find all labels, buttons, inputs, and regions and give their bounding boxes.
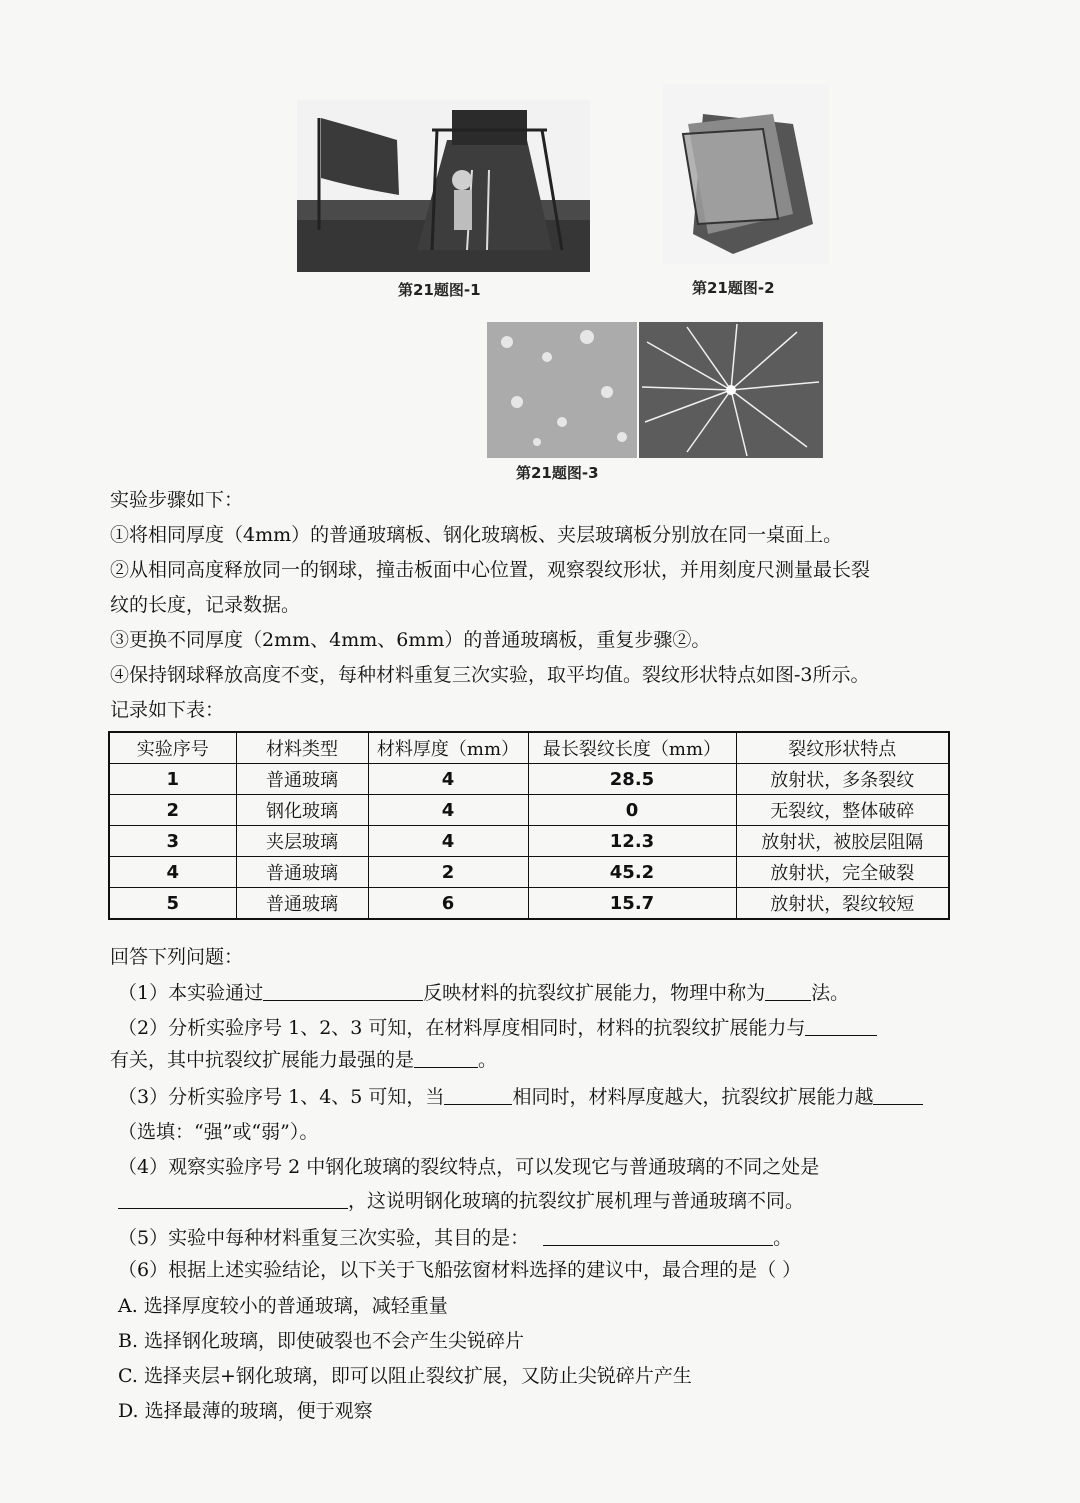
table-cell: 15.7 — [528, 888, 736, 920]
table-cell: 28.5 — [528, 764, 736, 795]
table-header-cell: 裂纹形状特点 — [736, 732, 949, 764]
q5-blank[interactable] — [543, 1225, 773, 1246]
table-header-cell: 材料类型 — [236, 732, 368, 764]
table-header-cell: 材料厚度（mm） — [368, 732, 528, 764]
question-4-line-2 — [118, 1188, 804, 1213]
option-a[interactable]: A. 选择厚度较小的普通玻璃，减轻重量 — [118, 1295, 448, 1317]
table-cell: 放射状，完全破裂 — [736, 857, 949, 888]
q3-text-b: 相同时，材料厚度越大，抗裂纹扩展能力越 — [512, 1086, 874, 1108]
record-label: 记录如下表： — [110, 699, 225, 721]
table-cell: 放射状，被胶层阻隔 — [736, 826, 949, 857]
table-cell: 4 — [368, 764, 528, 795]
table-cell: 4 — [368, 826, 528, 857]
question-4-line-1: （4）观察实验序号 2 中钢化玻璃的裂纹特点，可以发现它与普通玻璃的不同之处是 — [118, 1156, 820, 1178]
question-1 — [118, 980, 849, 1005]
q1-blank-2[interactable] — [765, 980, 811, 1001]
figure-glass-plates-photo — [663, 84, 829, 264]
table-cell: 放射状，多条裂纹 — [736, 764, 949, 795]
table-cell: 普通玻璃 — [236, 764, 368, 795]
table-cell: 4 — [368, 795, 528, 826]
table-cell: 2 — [368, 857, 528, 888]
q1-text-c: 法。 — [811, 982, 850, 1004]
table-cell: 6 — [368, 888, 528, 920]
step-3: ③更换不同厚度（2mm、4mm、6mm）的普通玻璃板，重复步骤②。 — [110, 629, 711, 651]
table-cell: 2 — [109, 795, 236, 826]
question-2-line-1 — [118, 1015, 877, 1040]
question-6: （6）根据上述实验结论，以下关于飞船弦窗材料选择的建议中，最合理的是（ ） — [118, 1259, 802, 1281]
table-cell: 45.2 — [528, 857, 736, 888]
q2-text-c: 。 — [478, 1049, 498, 1071]
q4-text-b: ，这说明钢化玻璃的抗裂纹扩展机理与普通玻璃不同。 — [348, 1190, 805, 1212]
q3-text-a: （3）分析实验序号 1、4、5 可知，当 — [118, 1086, 445, 1108]
q1-text-b: 反映材料的抗裂纹扩展能力，物理中称为 — [423, 982, 766, 1004]
step-4: ④保持钢球释放高度不变，每种材料重复三次实验，取平均值。裂纹形状特点如图-3所示。 — [110, 664, 870, 686]
results-table — [108, 731, 950, 920]
steps-title: 实验步骤如下： — [110, 489, 244, 511]
table-header-cell: 最长裂纹长度（mm） — [528, 732, 736, 764]
table-row — [109, 857, 949, 888]
q2-text-b: 有关，其中抗裂纹扩展能力最强的是 — [110, 1049, 415, 1071]
figure-crack-patterns-photo — [487, 322, 823, 458]
step-2-line-2: 纹的长度，记录数据。 — [110, 594, 301, 616]
q1-blank-1[interactable] — [263, 980, 423, 1001]
table-cell: 12.3 — [528, 826, 736, 857]
table-cell: 4 — [109, 857, 236, 888]
table-cell: 0 — [528, 795, 736, 826]
table-cell: 夹层玻璃 — [236, 826, 368, 857]
question-2-line-2 — [110, 1047, 497, 1072]
table-row — [109, 795, 949, 826]
question-3-line-1 — [118, 1084, 923, 1109]
q5-text-b: 。 — [773, 1227, 793, 1249]
q4-blank[interactable] — [118, 1188, 348, 1209]
figure-3-caption: 第21题图-3 — [516, 464, 599, 482]
option-c[interactable]: C. 选择夹层+钢化玻璃，即可以阻止裂纹扩展，又防止尖锐碎片产生 — [118, 1365, 692, 1387]
figure-2-caption: 第21题图-2 — [692, 279, 775, 297]
table-cell: 普通玻璃 — [236, 888, 368, 920]
question-3-line-2: （选填：“强”或“弱”）。 — [118, 1121, 319, 1143]
q3-blank-1[interactable] — [444, 1084, 512, 1105]
questions-intro: 回答下列问题： — [110, 946, 244, 968]
table-row — [109, 888, 949, 920]
option-b[interactable]: B. 选择钢化玻璃，即使破裂也不会产生尖锐碎片 — [118, 1330, 525, 1352]
table-cell: 1 — [109, 764, 236, 795]
table-row — [109, 826, 949, 857]
q2-text-a: （2）分析实验序号 1、2、3 可知，在材料厚度相同时，材料的抗裂纹扩展能力与 — [118, 1017, 806, 1039]
table-cell: 3 — [109, 826, 236, 857]
table-cell: 钢化玻璃 — [236, 795, 368, 826]
option-d[interactable]: D. 选择最薄的玻璃，便于观察 — [118, 1400, 373, 1422]
q2-blank-2[interactable] — [414, 1047, 478, 1068]
q5-text-a: （5）实验中每种材料重复三次实验，其目的是： — [118, 1227, 530, 1249]
question-5 — [118, 1225, 792, 1250]
table-cell: 无裂纹，整体破碎 — [736, 795, 949, 826]
step-1: ①将相同厚度（4mm）的普通玻璃板、钢化玻璃板、夹层玻璃板分别放在同一桌面上。 — [110, 524, 843, 546]
q2-blank-1[interactable] — [805, 1015, 877, 1036]
table-header-cell: 实验序号 — [109, 732, 236, 764]
figure-1-caption: 第21题图-1 — [398, 281, 481, 299]
table-cell: 5 — [109, 888, 236, 920]
q3-blank-2[interactable] — [873, 1084, 923, 1105]
table-cell: 放射状，裂纹较短 — [736, 888, 949, 920]
q1-text-a: （1）本实验通过 — [118, 982, 264, 1004]
table-cell: 普通玻璃 — [236, 857, 368, 888]
table-header-row — [109, 732, 949, 764]
figure-capsule-photo — [297, 100, 590, 272]
table-row — [109, 764, 949, 795]
step-2-line-1: ②从相同高度释放同一的钢球，撞击板面中心位置，观察裂纹形状，并用刻度尺测量最长裂 — [110, 559, 871, 581]
